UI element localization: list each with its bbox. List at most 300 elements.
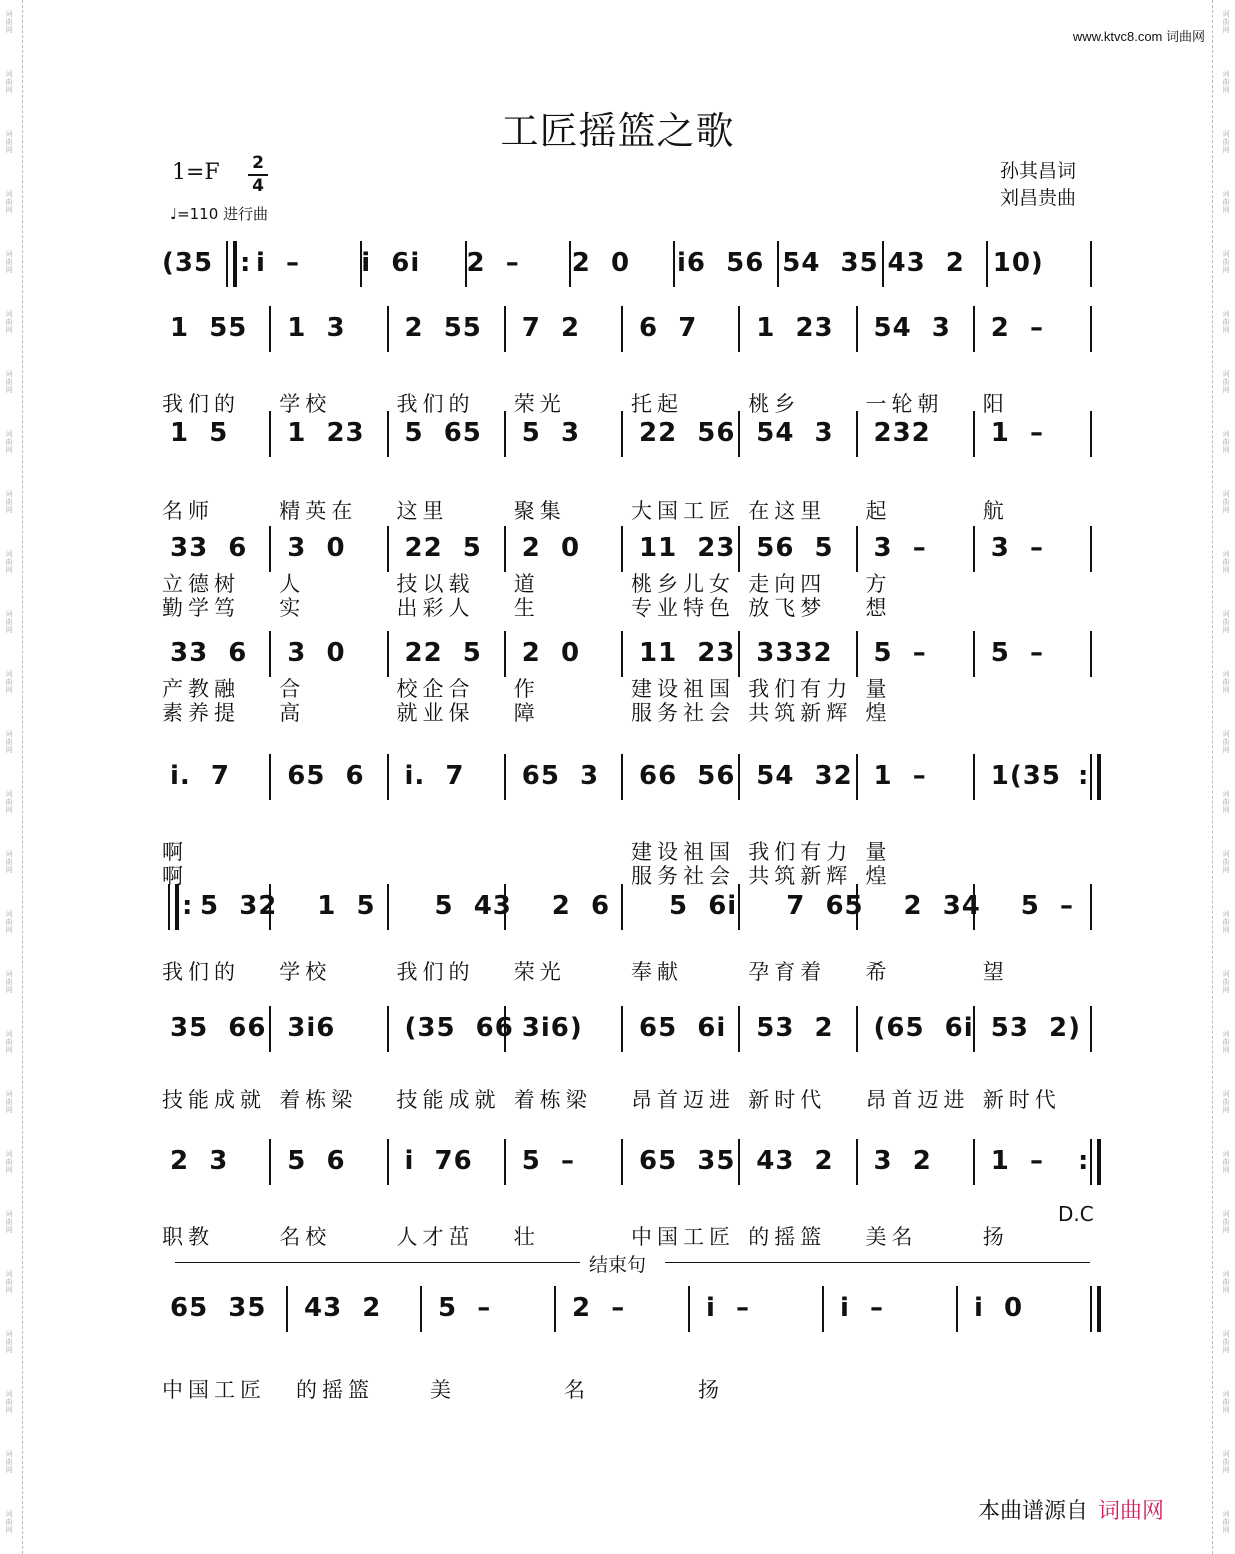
lyric-word: 专业特色: [631, 596, 735, 620]
side-watermark-mark: 词 曲 网: [5, 1510, 13, 1534]
staff-row: [160, 1133, 1098, 1249]
measure-notes: i 76: [404, 1146, 473, 1176]
side-watermark-mark: 词 曲 网: [5, 130, 13, 154]
lyric-word: 煌: [865, 864, 892, 888]
song-title: 工匠摇篮之歌: [500, 109, 735, 153]
barline: [973, 1006, 975, 1052]
measure-notes: 1(35: [990, 761, 1061, 791]
measure-notes: 53 2: [756, 1013, 834, 1043]
side-watermark-mark: 词 曲 网: [1222, 1510, 1230, 1534]
barline: [973, 411, 975, 457]
lyric-word: 建设祖国: [631, 677, 735, 701]
lyric-word: 孕育着: [748, 960, 827, 984]
notes-line: [160, 300, 1098, 360]
right-watermark-strip: [1217, 0, 1235, 1554]
lyric-word: 大国工匠: [631, 499, 735, 523]
lyric-word: 我们的: [162, 960, 240, 984]
barline: [269, 631, 271, 677]
barline: [504, 306, 506, 352]
measure-notes: (65 6i: [873, 1013, 974, 1043]
side-watermark-mark: 词 曲 网: [1222, 1030, 1230, 1054]
footer: [978, 1494, 1164, 1525]
barline: [973, 306, 975, 352]
lyric-word: 立德树: [162, 572, 240, 596]
measure-notes: 7 2: [521, 313, 581, 343]
barline: [504, 411, 506, 457]
measure-notes: 43 2: [304, 1293, 382, 1323]
lyric-word: 技能成就: [162, 1088, 266, 1112]
lyric-word: 出彩人: [396, 596, 475, 620]
lyrics-line: [160, 673, 1098, 701]
lyric-word: 道: [513, 572, 540, 596]
measure-notes: 1 5: [317, 891, 376, 921]
lyric-word: 共筑新辉: [748, 864, 853, 888]
side-watermark-mark: 词 曲 网: [1222, 1330, 1230, 1354]
measure-notes: 56 5: [756, 533, 834, 563]
side-watermark-mark: 词 曲 网: [1222, 490, 1230, 514]
lyric-word: 啊: [162, 840, 188, 864]
measure-notes: 2 –: [572, 1293, 626, 1323]
barline: [856, 411, 858, 457]
lyric-word: 航: [982, 499, 1009, 523]
barline: [856, 884, 858, 930]
lyric-word: 实: [279, 596, 306, 620]
measure-notes: i. 7: [170, 761, 230, 791]
lyric-word: 希: [865, 960, 892, 984]
measure-notes: 1 –: [990, 418, 1044, 448]
barline: [856, 754, 858, 800]
measure-notes: 3 –: [873, 533, 927, 563]
lyrics-line: [160, 495, 1098, 523]
lyric-word: 走向四: [748, 572, 827, 596]
credits: [1000, 158, 1076, 212]
measure-notes: 35 66: [170, 1013, 267, 1043]
staff-row: [160, 300, 1098, 416]
lyric-word: 奉献: [631, 960, 683, 984]
lyric-word: 着栋梁: [513, 1088, 592, 1112]
barline: [286, 1286, 288, 1332]
lyric-word: 昂首迈进: [865, 1088, 970, 1112]
lyric-word: 技以载: [396, 572, 475, 596]
barline: [738, 884, 740, 930]
barline: [554, 1286, 556, 1332]
lyric-word: 建设祖国: [631, 840, 735, 864]
barline: [973, 631, 975, 677]
side-watermark-mark: 词 曲 网: [1222, 1390, 1230, 1414]
lyric-word: 产教融: [162, 677, 240, 701]
measure-notes: 54 35: [782, 248, 879, 278]
barline: [569, 241, 571, 287]
measure-notes: 1 23: [756, 313, 834, 343]
barline: [986, 241, 988, 287]
barline: [1090, 526, 1092, 572]
lyric-word: 我们的: [396, 960, 475, 984]
measure-notes: 5 –: [521, 1146, 575, 1176]
measure-notes: 2 55: [404, 313, 482, 343]
measure-notes: 54 3: [756, 418, 834, 448]
barline: [387, 411, 389, 457]
measure-notes: 2 0: [521, 638, 581, 668]
measure-notes: 1 –: [873, 761, 927, 791]
lyric-word: 托起: [631, 392, 683, 416]
measure-notes: i 6i: [361, 248, 421, 278]
lyric-word: 望: [982, 960, 1009, 984]
lyric-word: 想: [865, 596, 892, 620]
tempo-marking: ♩=110 进行曲: [170, 205, 269, 223]
side-watermark-mark: 词 曲 网: [1222, 1450, 1230, 1474]
lyrics-line: [160, 1221, 1098, 1249]
lyrics-line: [160, 592, 1098, 620]
barline: [856, 1139, 858, 1185]
side-watermark-mark: 词 曲 网: [1222, 670, 1230, 694]
notes-line: [160, 878, 1098, 938]
lyric-word: 生: [513, 596, 540, 620]
barline: [387, 631, 389, 677]
notes-line: [160, 748, 1098, 808]
lyric-word: 人才茁: [396, 1225, 475, 1249]
barline: [621, 411, 623, 457]
staff-row: [160, 1000, 1098, 1112]
lyric-word: 勤学笃: [162, 596, 240, 620]
measure-notes: 22 5: [404, 638, 482, 668]
measure-notes: 6 7: [639, 313, 698, 343]
barline: [387, 1139, 389, 1185]
measure-notes: 65 3: [521, 761, 600, 791]
ending-bracket-right: [665, 1262, 1090, 1263]
measure-notes: 2 0: [521, 533, 581, 563]
barline: [621, 884, 623, 930]
lyric-word: 服务社会: [631, 701, 735, 725]
side-watermark-mark: 词 曲 网: [5, 1090, 13, 1114]
measure-notes: 5 3: [521, 418, 581, 448]
lyric-word: 就业保: [396, 701, 475, 725]
barline: [621, 631, 623, 677]
barline: [882, 241, 884, 287]
staff-row: [160, 235, 1098, 295]
measure-notes: 3i6: [287, 1013, 336, 1043]
lyric-word: 阳: [982, 392, 1009, 416]
lyric-word: 素养提: [162, 701, 240, 725]
measure-notes: 7 65: [786, 891, 864, 921]
staff-row: [160, 520, 1098, 620]
measure-notes: 2 –: [990, 313, 1044, 343]
lyric-word: 合: [279, 677, 306, 701]
side-watermark-mark: 词 曲 网: [5, 1270, 13, 1294]
site-label[interactable]: www.ktvc8.com 词曲网: [1072, 29, 1205, 44]
measure-notes: 54 3: [873, 313, 951, 343]
barline: [822, 1286, 824, 1332]
measure-notes: 66 56: [639, 761, 736, 791]
measure-notes: 232: [873, 418, 931, 448]
left-watermark-strip: [0, 0, 18, 1554]
side-watermark-mark: 词 曲 网: [5, 310, 13, 334]
side-watermark-mark: 词 曲 网: [5, 10, 13, 34]
measure-notes: 5 –: [990, 638, 1044, 668]
staff-row: [160, 625, 1098, 725]
lyric-word: 美: [430, 1378, 456, 1402]
lyric-word: 壮: [513, 1225, 540, 1249]
lyric-word: 名: [564, 1378, 590, 1402]
repeat-barline: [1090, 1286, 1092, 1332]
barline: [269, 884, 271, 930]
measure-notes: i 0: [974, 1293, 1024, 1323]
barline: [856, 631, 858, 677]
lyric-word: 的摇篮: [296, 1378, 374, 1402]
staff-row: [160, 878, 1098, 984]
barline: [738, 411, 740, 457]
measure-notes: 22 5: [404, 533, 482, 563]
footer-text: 本曲谱源自: [978, 1499, 1089, 1524]
lyric-word: 校企合: [396, 677, 475, 701]
measure-notes: 2 3: [170, 1146, 229, 1176]
side-watermark-mark: 词 曲 网: [5, 430, 13, 454]
measure-notes: 22 56: [639, 418, 736, 448]
side-watermark-mark: 词 曲 网: [1222, 310, 1230, 334]
lyric-word: 量: [865, 840, 892, 864]
lyric-word: 昂首迈进: [631, 1088, 735, 1112]
lyric-word: 共筑新辉: [748, 701, 853, 725]
lyric-word: 在这里: [748, 499, 827, 523]
barline: [1090, 306, 1092, 352]
barline: [387, 1006, 389, 1052]
lyric-word: 名师: [162, 499, 214, 523]
lyrics-line: [160, 697, 1098, 725]
lyric-word: 中国工匠: [162, 1378, 266, 1402]
lyrics-line: [160, 836, 1098, 864]
barline: [1090, 1006, 1092, 1052]
barline: [1090, 411, 1092, 457]
lyric-word: 扬: [982, 1225, 1009, 1249]
lyric-word: 我们的: [396, 392, 475, 416]
lyric-word: 作: [513, 677, 540, 701]
side-watermark-mark: 词 曲 网: [5, 370, 13, 394]
staff-row: [160, 405, 1098, 523]
barline: [269, 1139, 271, 1185]
composer-credit: 刘昌贵曲: [1000, 187, 1077, 209]
barline: [504, 1139, 506, 1185]
side-watermark-mark: 词 曲 网: [1222, 1270, 1230, 1294]
lyric-word: 放飞梦: [748, 596, 827, 620]
key-signature: 1=F: [172, 160, 220, 185]
side-watermark-mark: 词 曲 网: [1222, 1090, 1230, 1114]
side-watermark-mark: 词 曲 网: [1222, 910, 1230, 934]
barline: [504, 754, 506, 800]
side-watermark-mark: 词 曲 网: [5, 970, 13, 994]
lyric-word: 这里: [396, 499, 449, 523]
right-dashed-border: [1212, 0, 1213, 1554]
side-watermark-mark: 词 曲 网: [1222, 610, 1230, 634]
barline: [269, 526, 271, 572]
side-watermark-mark: 词 曲 网: [1222, 730, 1230, 754]
lyric-word: 职教: [162, 1225, 214, 1249]
notes-line: [160, 1280, 1098, 1340]
barline: [269, 1006, 271, 1052]
barline: [688, 1286, 690, 1332]
measure-notes: 10): [992, 248, 1044, 278]
side-watermark-mark: 词 曲 网: [5, 1450, 13, 1474]
lyric-word: 的摇篮: [748, 1225, 827, 1249]
lyric-word: 学校: [279, 392, 332, 416]
measure-notes: 11 23: [639, 638, 736, 668]
measure-notes: 33 6: [170, 533, 248, 563]
time-signature-top: 2: [252, 153, 264, 173]
side-watermark-mark: 词 曲 网: [1222, 1210, 1230, 1234]
barline: [621, 754, 623, 800]
measure-notes: 1 55: [170, 313, 248, 343]
lyric-word: 我们有力: [748, 840, 853, 864]
measure-notes: 3i6): [521, 1013, 583, 1043]
lyric-word: 煌: [865, 701, 892, 725]
barline: [269, 754, 271, 800]
measure-notes: 65 6i: [639, 1013, 727, 1043]
barline: [387, 526, 389, 572]
lyric-word: 桃乡: [748, 392, 801, 416]
side-watermark-mark: 词 曲 网: [1222, 130, 1230, 154]
side-watermark-mark: 词 曲 网: [5, 550, 13, 574]
lyrics-line: [160, 568, 1098, 596]
side-watermark-mark: 词 曲 网: [1222, 370, 1230, 394]
lyric-word: 我们有力: [748, 677, 853, 701]
measure-notes: 1 5: [170, 418, 229, 448]
lyricist-credit: 孙其昌词: [1000, 160, 1077, 182]
notes-line: [160, 405, 1098, 465]
lyric-word: 荣光: [513, 392, 566, 416]
lyric-word: 量: [865, 677, 892, 701]
lyric-word: 着栋梁: [279, 1088, 358, 1112]
measure-notes: 33 6: [170, 638, 248, 668]
lyric-word: 扬: [698, 1378, 724, 1402]
measure-notes: 11 23: [639, 533, 736, 563]
lyric-word: 一轮朝: [865, 392, 944, 416]
barline: [856, 526, 858, 572]
barline: [973, 526, 975, 572]
ending-label-text: 结束句: [581, 1254, 654, 1276]
ending-label: [0, 1250, 1235, 1277]
side-watermark-mark: 词 曲 网: [1222, 10, 1230, 34]
side-watermark-mark: 词 曲 网: [5, 490, 13, 514]
lyric-word: 起: [865, 499, 892, 523]
barline: [856, 1006, 858, 1052]
measure-notes: 65 35: [170, 1293, 267, 1323]
measure-notes: 5 –: [438, 1293, 492, 1323]
measure-notes: 53 2): [990, 1013, 1082, 1043]
side-watermark-mark: 词 曲 网: [1222, 430, 1230, 454]
lyrics-line: [160, 1374, 1098, 1402]
lyric-word: 服务社会: [631, 864, 735, 888]
lyric-word: 精英在: [279, 499, 358, 523]
left-dashed-border: [22, 0, 23, 1554]
side-watermark-mark: 词 曲 网: [5, 850, 13, 874]
barline: [1090, 884, 1092, 930]
barline: [504, 526, 506, 572]
side-watermark-mark: 词 曲 网: [5, 1330, 13, 1354]
repeat-dots: :: [1078, 761, 1090, 791]
barline: [673, 241, 675, 287]
measure-notes: 3 0: [287, 533, 346, 563]
barline: [738, 1139, 740, 1185]
time-signature: [248, 154, 268, 196]
time-signature-bottom: 4: [252, 176, 264, 196]
measure-notes: 5 –: [873, 638, 927, 668]
measure-notes: i –: [706, 1293, 751, 1323]
barline: [1090, 241, 1092, 287]
side-watermark-mark: 词 曲 网: [5, 1210, 13, 1234]
barline: [1090, 631, 1092, 677]
measure-notes: 65 6: [287, 761, 365, 791]
repeat-barline: [168, 884, 170, 930]
measure-notes: i –: [840, 1293, 885, 1323]
notes-line: [160, 1133, 1098, 1193]
side-watermark-mark: 词 曲 网: [5, 730, 13, 754]
barline: [269, 306, 271, 352]
barline: [621, 306, 623, 352]
measure-notes: 2 0: [571, 248, 631, 278]
lyrics-line: [160, 956, 1098, 984]
lyric-word: 学校: [279, 960, 332, 984]
repeat-dots: :: [240, 248, 252, 278]
side-watermark-mark: 词 曲 网: [5, 1390, 13, 1414]
measure-notes: 3332: [756, 638, 833, 668]
lyric-word: 聚集: [513, 499, 566, 523]
barline: [621, 526, 623, 572]
measure-notes: i6 56: [677, 248, 765, 278]
measure-notes: i. 7: [404, 761, 465, 791]
side-watermark-mark: 词 曲 网: [5, 190, 13, 214]
barline: [956, 1286, 958, 1332]
measure-notes: 3 –: [990, 533, 1044, 563]
side-watermark-mark: 词 曲 网: [1222, 70, 1230, 94]
barline: [738, 754, 740, 800]
barline: [504, 884, 506, 930]
lyric-word: 名校: [279, 1225, 332, 1249]
side-watermark-mark: 词 曲 网: [5, 610, 13, 634]
lyric-word: 荣光: [513, 960, 566, 984]
lyric-word: 人: [279, 572, 306, 596]
lyrics-line: [160, 1084, 1098, 1112]
barline: [973, 1139, 975, 1185]
measure-notes: 2 –: [466, 248, 520, 278]
barline: [856, 306, 858, 352]
measure-notes: 5 32: [200, 891, 278, 921]
footer-brand-link[interactable]: 词曲网: [1098, 1499, 1165, 1524]
measure-notes: 5 6: [287, 1146, 346, 1176]
barline: [621, 1006, 623, 1052]
measure-notes: i –: [256, 248, 301, 278]
measure-notes: 3 2: [873, 1146, 932, 1176]
lyric-word: 啊: [162, 864, 188, 888]
measure-notes: 1 3: [287, 313, 346, 343]
barline: [420, 1286, 422, 1332]
barline: [777, 241, 779, 287]
side-watermark-mark: 词 曲 网: [1222, 1150, 1230, 1174]
measure-notes: 5 65: [404, 418, 482, 448]
repeat-barline: [1090, 754, 1092, 800]
measure-notes: 43 2: [887, 248, 965, 278]
barline: [387, 754, 389, 800]
measure-notes: 1 –: [990, 1146, 1044, 1176]
measure-notes: 3 0: [287, 638, 346, 668]
barline: [973, 754, 975, 800]
barline: [738, 306, 740, 352]
measure-notes: 5 6i: [669, 891, 738, 921]
side-watermark-mark: 词 曲 网: [5, 790, 13, 814]
barline: [973, 884, 975, 930]
dc-mark: D.C: [1058, 1202, 1094, 1226]
measure-notes: (35 66: [404, 1013, 514, 1043]
side-watermark-mark: 词 曲 网: [1222, 970, 1230, 994]
staff-row: [160, 748, 1098, 888]
notes-line: [160, 235, 1098, 295]
